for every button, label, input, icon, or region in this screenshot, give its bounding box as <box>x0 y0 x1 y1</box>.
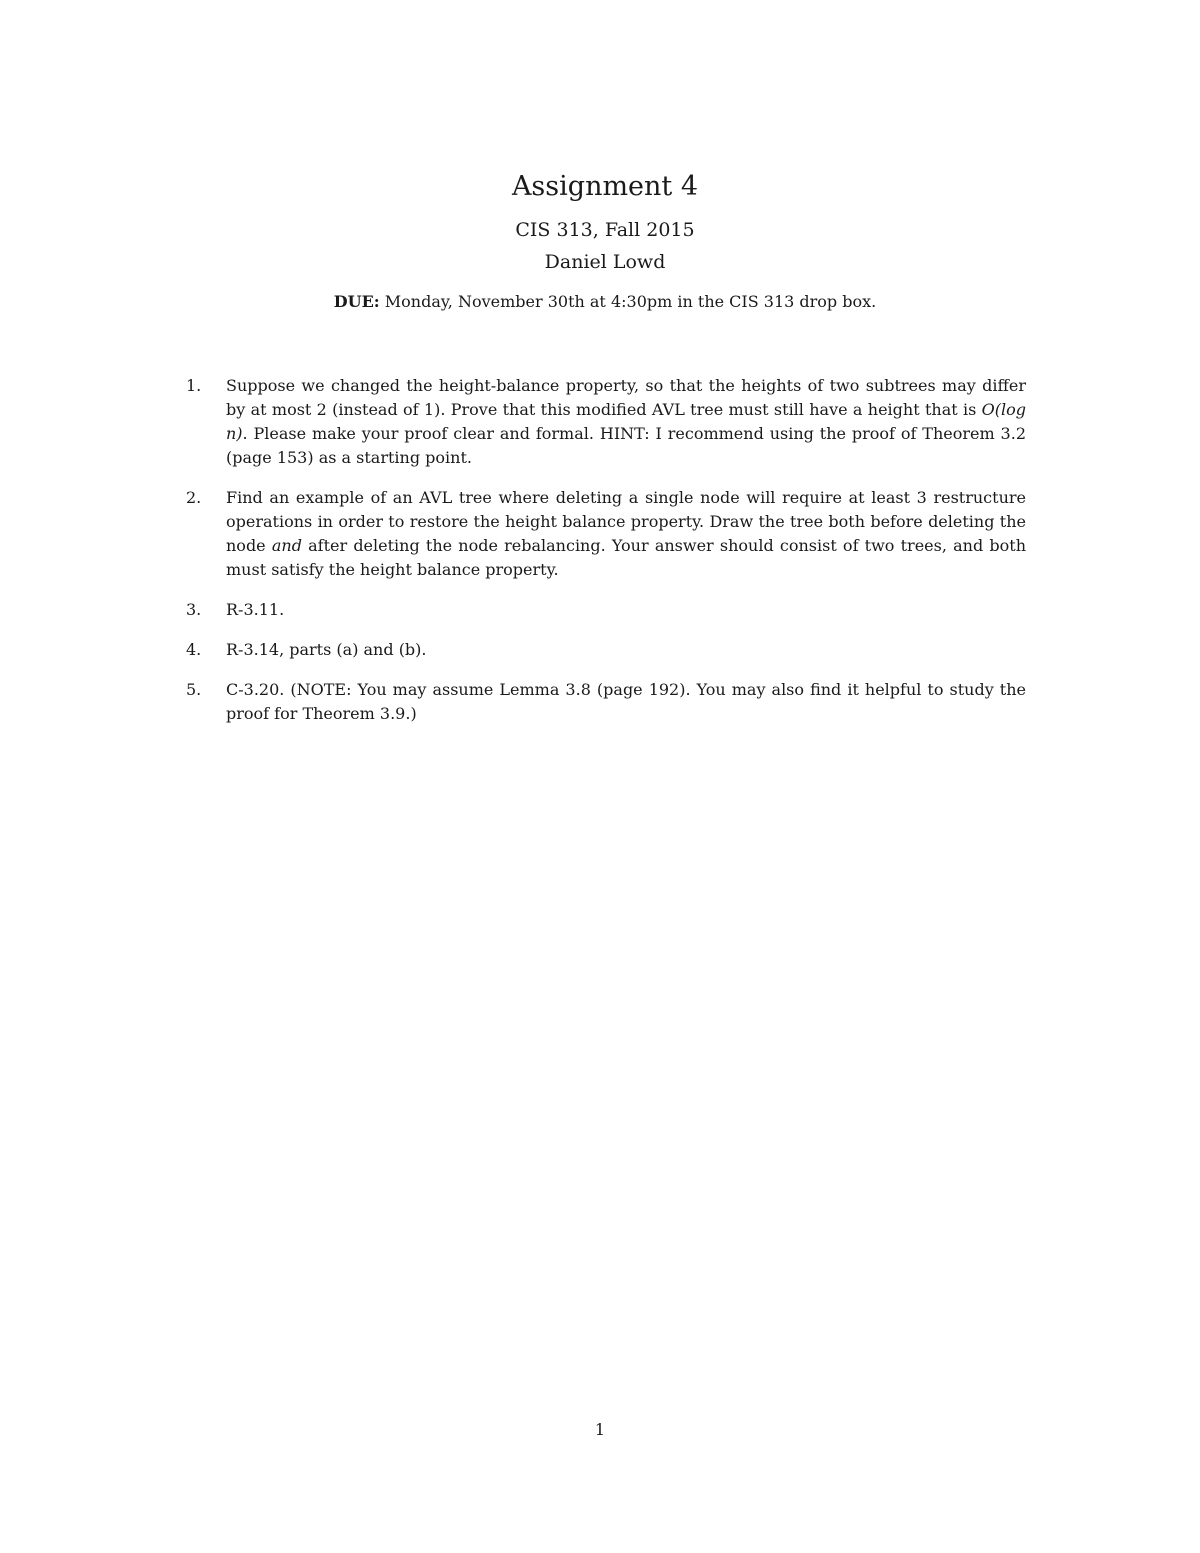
document-title: Assignment 4 <box>511 171 699 202</box>
course-name: CIS 313, Fall 2015 <box>515 219 695 241</box>
problem-text: Find an example of an AVL tree where deleting a single node will require at least 3 restructure operations in order to restore the height balance property. Draw the tree both before deleting the node <box>226 488 1026 555</box>
problem-item <box>186 598 1026 622</box>
problem-text: R-3.14, parts (a) and (b). <box>226 640 427 659</box>
problem-list <box>186 374 1026 742</box>
problem-text: after deleting the node rebalancing. Your answer should consist of two trees, and both must satisfy the height balance property. <box>226 536 1027 579</box>
due-label: DUE: <box>333 292 380 311</box>
due-date-line <box>0 290 1200 314</box>
problem-number: 3. <box>186 600 202 619</box>
problem-text: C-3.20. (NOTE: You may assume Lemma 3.8 (page 192). You may also find it helpful to study the proof for Theorem 3.9.) <box>226 680 1026 723</box>
problem-number: 5. <box>186 680 202 699</box>
document-header <box>0 168 1200 314</box>
problem-text: Suppose we changed the height-balance property, so that the heights of two subtrees may differ by at most 2 (instead of 1). Prove that this modified AVL tree must still have a height that is <box>226 376 1026 419</box>
problem-text: R-3.11. <box>226 600 285 619</box>
problem-number: 4. <box>186 640 202 659</box>
due-text: Monday, November 30th at 4:30pm in the CIS 313 drop box. <box>384 292 877 311</box>
problem-number: 2. <box>186 488 202 507</box>
page-number: 1 <box>594 1420 606 1439</box>
problem-item <box>186 638 1026 662</box>
problem-item <box>186 678 1026 726</box>
problem-item <box>186 374 1026 470</box>
problem-text: . Please make your proof clear and formal. HINT: I recommend using the proof of Theorem 3.2 (page 153) as a starting point. <box>226 424 1026 467</box>
author-name: Daniel Lowd <box>544 251 666 273</box>
emphasized-word: and <box>271 536 302 555</box>
problem-number: 1. <box>186 376 202 395</box>
problem-item <box>186 486 1026 582</box>
math-expression: O(log n) <box>226 400 1026 443</box>
